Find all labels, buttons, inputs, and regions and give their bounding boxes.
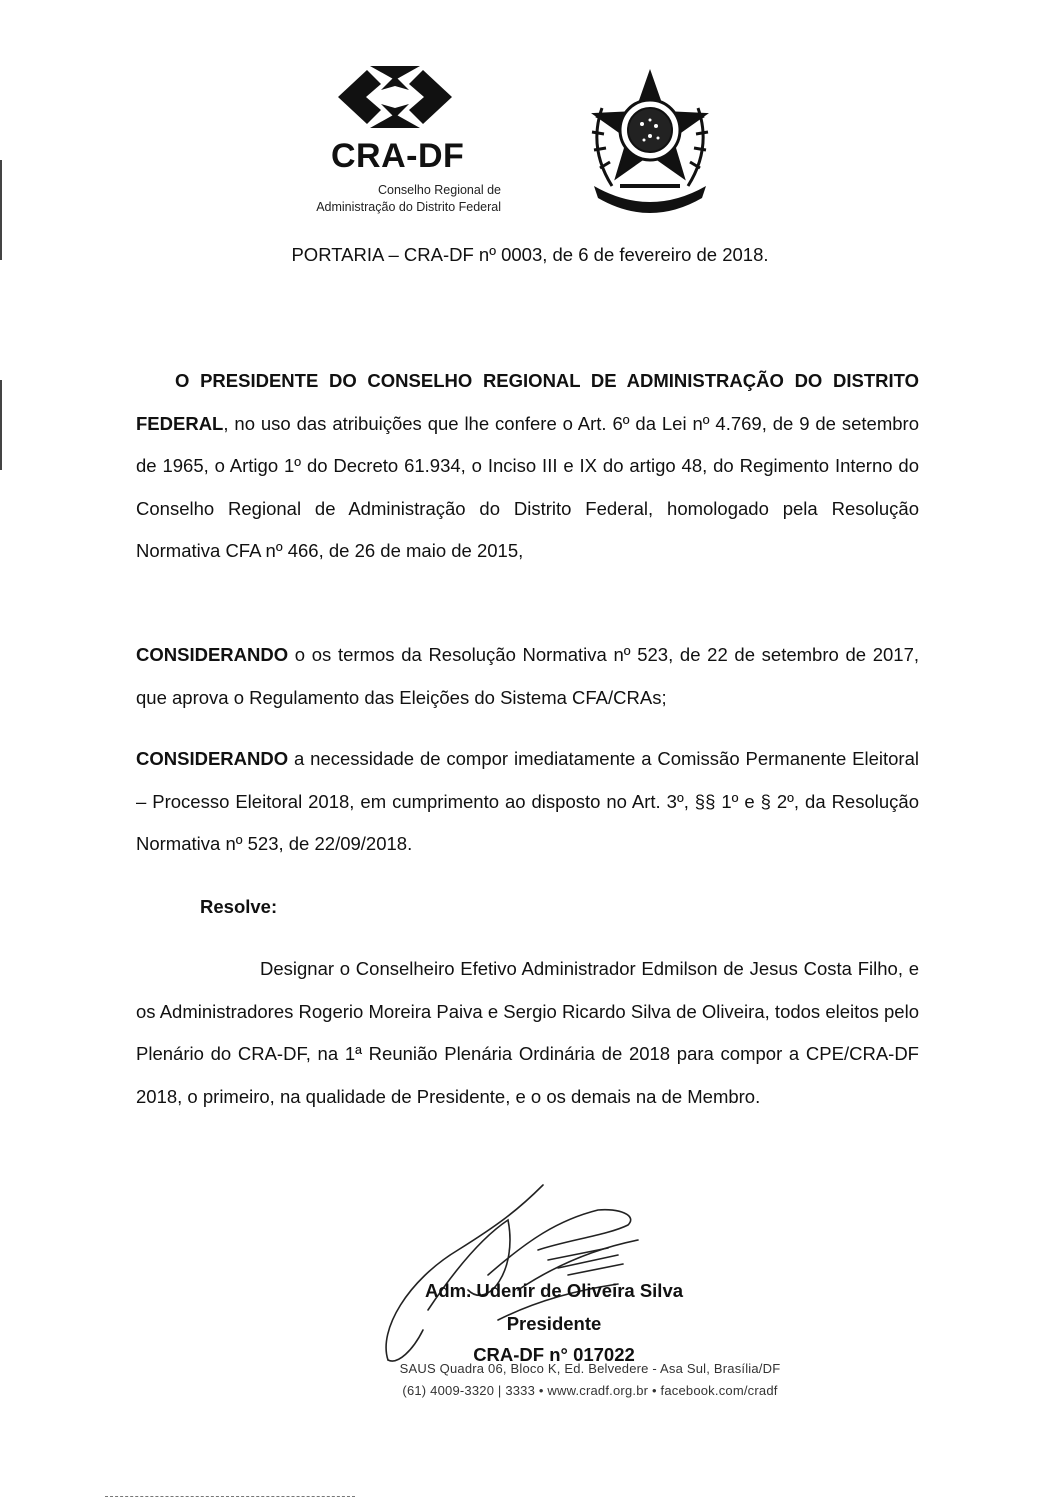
scan-bottom-dash (105, 1496, 355, 1498)
cra-logo-icon (330, 62, 460, 132)
org-acronym: CRA-DF (331, 137, 465, 175)
org-name-line1: Conselho Regional de (377, 183, 501, 197)
considerando-text: o os termos da Resolução Normativa nº 523, de 22 de setembro de 2017, que aprova o Regulamento das Eleições do Sistema CFA/CRAs; (136, 644, 919, 708)
handwritten-signature (368, 1180, 658, 1370)
brazil-coat-of-arms-icon (580, 68, 720, 218)
considerando-text: a necessidade de compor imediatamente a Comissão Permanente Eleitoral – Processo Eleitoral 2018, em cumprimento ao disposto no Art. 3º, §§ 1º e § 2º, da Resolução Normativa nº 523, de 22/09/2018. (136, 748, 919, 854)
signatory-role: Presidente (506, 1313, 602, 1334)
considerando-bold: CONSIDERANDO (136, 748, 289, 769)
org-name-line2: Administração do Distrito Federal (316, 200, 501, 214)
considerando-paragraph-1 (136, 634, 919, 719)
footer-address: SAUS Quadra 06, Bloco K, Ed. Belvedere - Asa Sul, Brasília/DF (399, 1361, 781, 1376)
preamble-text: , no uso das atribuições que lhe confere o Art. 6º da Lei nº 4.769, de 9 de setembro de 1965, o Artigo 1º do Decreto 61.934, o Inciso III e IX do artigo 48, do Regimento Interno do Conselho Regional de Administração do Distrito Federal, homologado pela Resolução Normativa CFA nº 466, de 26 de maio de 2015, (136, 412, 919, 561)
signatory-registration: CRA-DF n° 017022 (473, 1344, 635, 1365)
considerando-paragraph-2 (136, 738, 919, 866)
resolve-heading: Resolve: (200, 896, 278, 917)
preamble-bold: O PRESIDENTE DO CONSELHO REGIONAL DE ADMINISTRAÇÃO DO DISTRITO FEDERAL (136, 370, 919, 434)
preamble-paragraph (136, 360, 919, 573)
signatory-name: Adm. Udenir de Oliveira Silva (424, 1280, 684, 1301)
footer-contact: (61) 4009-3320 | 3333 • www.cradf.org.br • facebook.com/cradf (402, 1383, 778, 1398)
org-full-name (291, 182, 501, 216)
considerando-bold: CONSIDERANDO (136, 644, 289, 665)
scan-edge-mark (0, 380, 2, 470)
document-title: PORTARIA – CRA-DF nº 0003, de 6 de fevereiro de 2018. (291, 244, 769, 265)
designation-paragraph: Designar o Conselheiro Efetivo Administrador Edmilson de Jesus Costa Filho, e os Administradores Rogerio Moreira Paiva e Sergio Ricardo Silva de Oliveira, todos eleitos pelo Plenário do CRA-DF, na 1ª Reunião Plenária Ordinária de 2018 para compor a CPE/CRA-DF 2018, o primeiro, na qualidade de Presidente, e o os demais na de Membro. (136, 958, 919, 1107)
